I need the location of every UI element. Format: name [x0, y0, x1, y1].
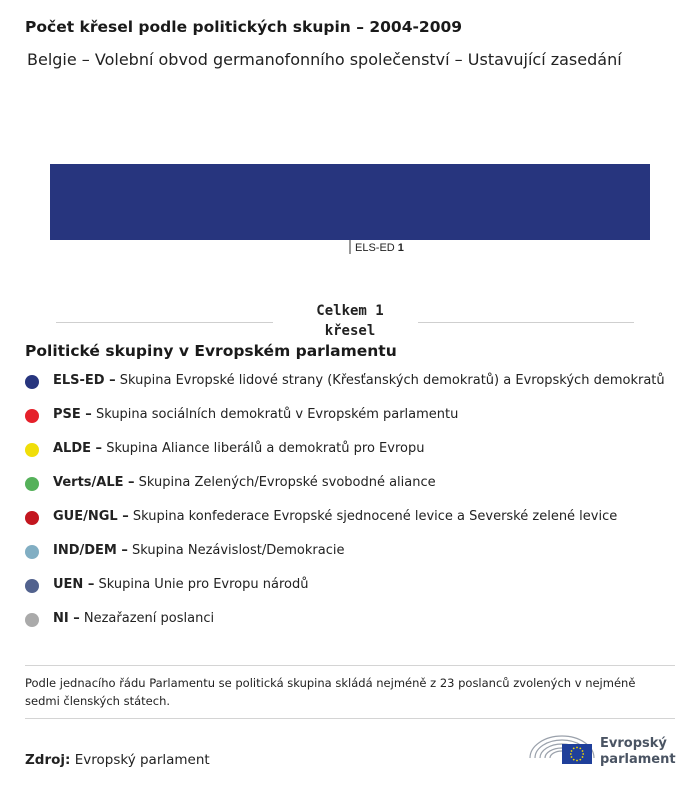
note-divider-top	[25, 665, 675, 666]
legend-color-dot	[25, 375, 39, 389]
bar-segment-els-ed	[50, 164, 650, 240]
legend-color-dot	[25, 511, 39, 525]
legend-item-label: Skupina sociálních demokratů v Evropském parlamentu	[95, 407, 459, 422]
legend-item-text	[53, 441, 424, 456]
source-value: Evropský parlament	[74, 752, 210, 768]
legend-item-label: Skupina Nezávislost/Demokracie	[132, 543, 345, 558]
legend-item-abbr: ALDE –	[53, 441, 103, 456]
total-seats-unit: křesel	[324, 323, 376, 339]
legend-item-text	[53, 509, 617, 524]
legend	[25, 370, 685, 642]
legend-item-abbr: ELS-ED –	[53, 373, 116, 388]
legend-item	[25, 506, 685, 540]
logo-line1: Evropský	[600, 736, 667, 751]
logo-line2: parlament	[600, 752, 676, 767]
european-parliament-logo	[528, 728, 678, 770]
legend-item-abbr: PSE –	[53, 407, 92, 422]
legend-color-dot	[25, 545, 39, 559]
legend-item-text	[53, 475, 436, 490]
legend-item-text	[53, 407, 458, 422]
legend-item	[25, 404, 685, 438]
legend-item-abbr: Verts/ALE –	[53, 475, 135, 490]
legend-item-text	[53, 611, 214, 626]
legend-title: Politické skupiny v Evropském parlamentu	[25, 342, 397, 360]
legend-item-label: Skupina Aliance liberálů a demokratů pro Evropu	[106, 441, 425, 456]
legend-item-abbr: IND/DEM –	[53, 543, 128, 558]
legend-item	[25, 472, 685, 506]
legend-color-dot	[25, 579, 39, 593]
total-seats	[285, 301, 415, 341]
legend-item	[25, 370, 685, 404]
footnote: Podle jednacího řádu Parlamentu se politická skupina skládá nejméně z 23 poslanců zvolených v nejméně sedmi členských státech.	[25, 676, 636, 708]
legend-item	[25, 540, 685, 574]
legend-item-abbr: UEN –	[53, 577, 95, 592]
legend-item-text	[53, 373, 665, 388]
total-divider-right	[418, 322, 634, 323]
chart-subtitle: Belgie – Volební obvod germanofonního společenství – Ustavující zasedání	[27, 50, 622, 69]
seat-bar-chart	[0, 0, 700, 300]
total-divider-left	[56, 322, 273, 323]
chart-title: Počet křesel podle politických skupin – 2004-2009	[25, 18, 463, 36]
legend-item-label: Skupina Unie pro Evropu národů	[98, 577, 309, 592]
legend-color-dot	[25, 409, 39, 423]
legend-item	[25, 438, 685, 472]
legend-item-label: Skupina Zelených/Evropské svobodné aliance	[138, 475, 436, 490]
legend-item-label: Nezařazení poslanci	[83, 611, 215, 626]
hemicycle-eu-flag-icon	[528, 728, 596, 770]
legend-item-text	[53, 577, 308, 592]
note-divider-bottom	[25, 718, 675, 719]
total-seats-count: Celkem 1	[316, 303, 384, 319]
legend-color-dot	[25, 477, 39, 491]
legend-item	[25, 608, 685, 642]
legend-color-dot	[25, 613, 39, 627]
legend-item-label: Skupina konfederace Evropské sjednocené levice a Severské zelené levice	[132, 509, 618, 524]
legend-color-dot	[25, 443, 39, 457]
legend-item-label: Skupina Evropské lidové strany (Křesťanských demokratů) a Evropských demokratů	[119, 373, 665, 388]
source	[25, 752, 210, 768]
legend-item-abbr: NI –	[53, 611, 80, 626]
logo-text	[600, 736, 676, 768]
source-label: Zdroj:	[25, 752, 71, 768]
bar-data-label: ELS-ED 1	[355, 242, 404, 254]
legend-item	[25, 574, 685, 608]
legend-item-text	[53, 543, 344, 558]
legend-item-abbr: GUE/NGL –	[53, 509, 129, 524]
